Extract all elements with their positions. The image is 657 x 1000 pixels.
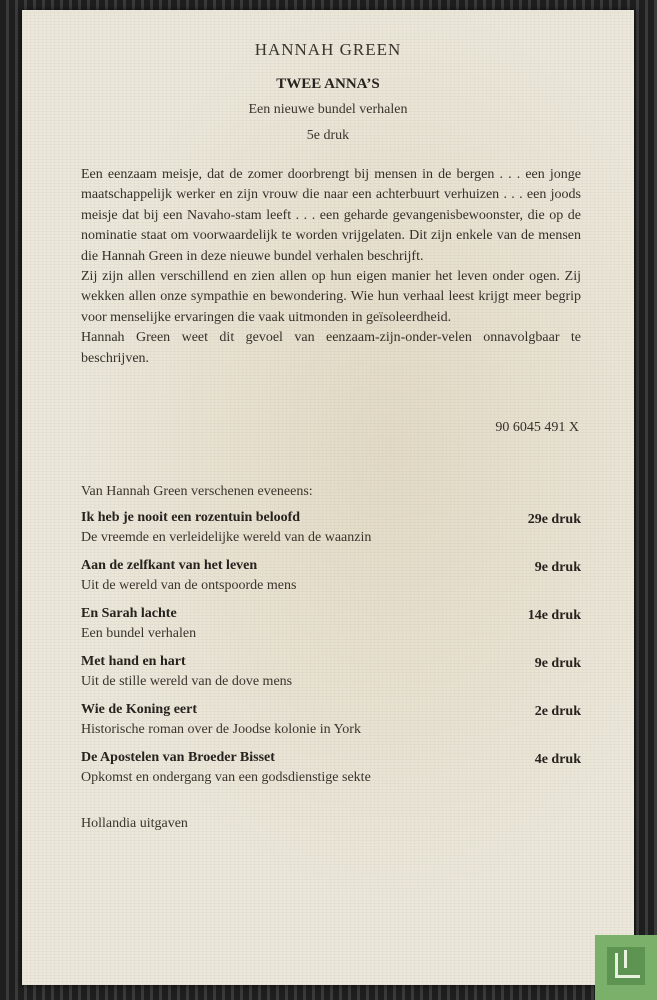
list-item: [81, 606, 581, 654]
list-item: [81, 558, 581, 606]
logo-icon: [607, 947, 645, 985]
blurb-text: [81, 165, 581, 369]
isbn-number: 90 6045 491 X: [495, 420, 579, 435]
list-item-subtitle: Historische roman over de Joodse kolonie in York: [81, 722, 361, 737]
list-item: [81, 654, 581, 702]
author-name: HANNAH GREEN: [254, 40, 402, 59]
book-list: [81, 510, 581, 798]
list-item-title: Ik heb je nooit een rozentuin beloofd: [81, 510, 301, 525]
list-item-title: Aan de zelfkant van het leven: [81, 558, 258, 573]
list-item-edition: 2e druk: [534, 704, 581, 719]
list-item-edition: 9e druk: [534, 656, 581, 671]
list-item-subtitle: Opkomst en ondergang van een godsdienstige sekte: [81, 770, 371, 785]
list-item-edition: 9e druk: [534, 560, 581, 575]
list-item: [81, 702, 581, 750]
book-back-cover: [22, 10, 634, 985]
list-item: [81, 510, 581, 558]
also-published-heading: Van Hannah Green verschenen eveneens:: [81, 484, 313, 499]
list-item-edition: 4e druk: [534, 752, 581, 767]
list-item-title: Wie de Koning eert: [81, 702, 198, 717]
blurb-paragraph: Zij zijn allen verschillend en zien allen op hun eigen manier het leven onder ogen. Zij wekken allen onze sympathie en bewondering. Wie hun verhaal leest krijgt meer begrip voor menselijke ervaringen die vaak uitmonden in geïsoleerdheid.: [81, 269, 581, 325]
list-item-subtitle: De vreemde en verleidelijke wereld van de waanzin: [81, 530, 372, 545]
list-item: [81, 750, 581, 798]
list-item-title: De Apostelen van Broeder Bisset: [81, 750, 275, 765]
blurb-paragraph: Hannah Green weet dit gevoel van eenzaam-zijn-onder-velen onnavolgbaar te beschrijven.: [81, 330, 581, 366]
book-subtitle: Een nieuwe bundel verhalen: [248, 102, 408, 117]
list-item-edition: 29e druk: [527, 512, 581, 527]
blurb-paragraph: Een eenzaam meisje, dat de zomer doorbrengt bij mensen in de bergen . . . een jonge maatschappelijk werker en zijn vrouw die naar een achterbuurt verhuizen . . . een joods meisje dat bij een Navaho-stam leeft . . . een geharde gevangenisbewoonster, die op de nominatie staat om voorwaardelijk te worden vrijgelaten. Dit zijn enkele van de mensen die Hannah Green in deze nieuwe bundel verhalen beschrijft.: [81, 167, 581, 264]
list-item-subtitle: Uit de stille wereld van de dove mens: [81, 674, 293, 689]
watermark-logo: [595, 935, 657, 1000]
publisher-name: Hollandia uitgaven: [81, 816, 188, 831]
list-item-title: Met hand en hart: [81, 654, 186, 669]
book-title: TWEE ANNA’S: [276, 76, 380, 92]
list-item-subtitle: Een bundel verhalen: [81, 626, 197, 641]
list-item-subtitle: Uit de wereld van de ontspoorde mens: [81, 578, 297, 593]
edition-label: 5e druk: [306, 128, 350, 143]
list-item-title: En Sarah lachte: [81, 606, 177, 621]
list-item-edition: 14e druk: [527, 608, 581, 623]
